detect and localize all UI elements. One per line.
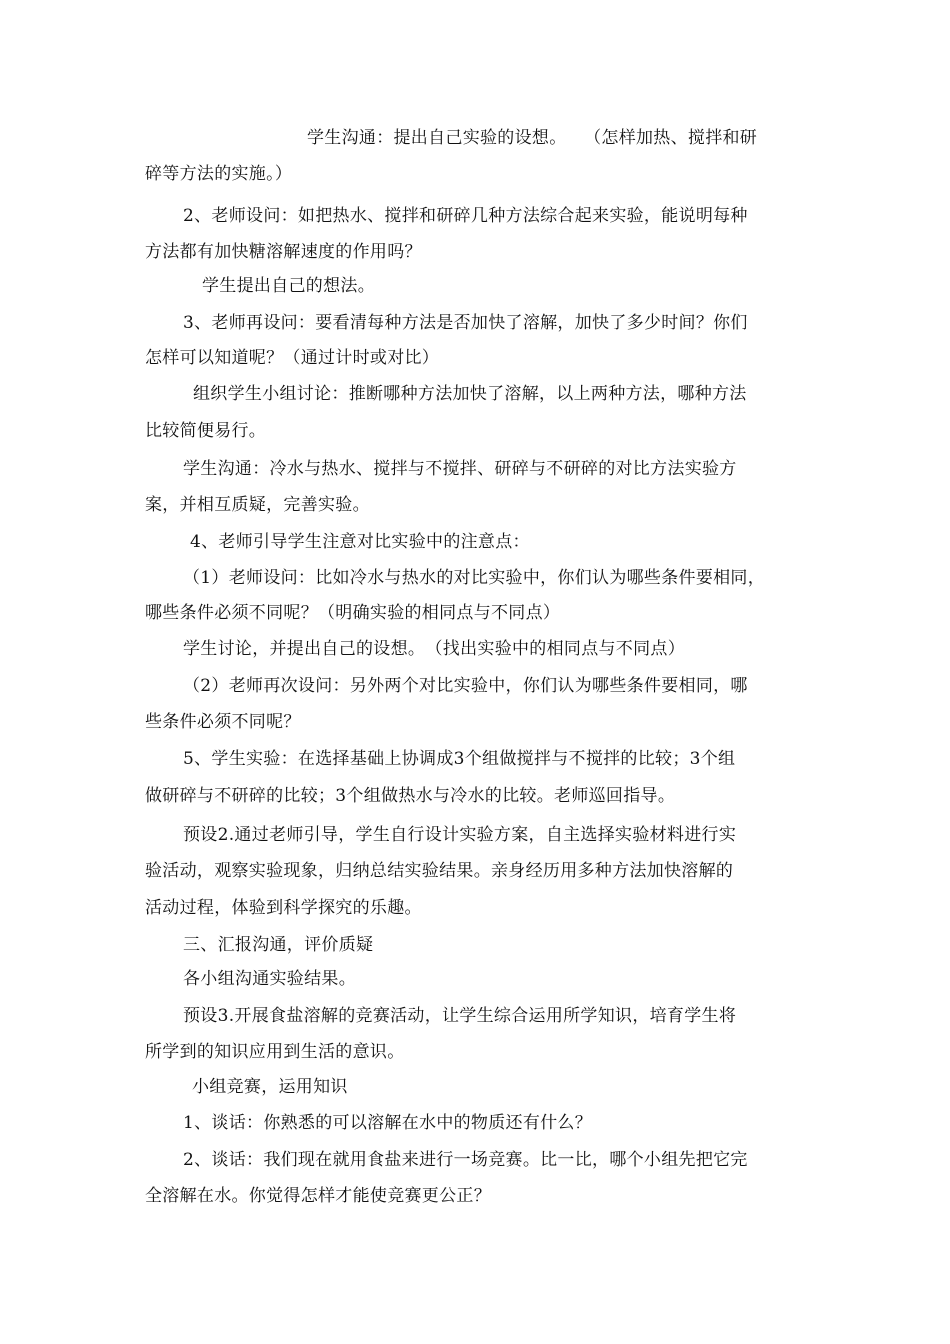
paragraph-line: 4、老师引导学生注意对比实验中的注意点：	[190, 532, 530, 552]
paragraph-line: 活动过程，体验到科学探究的乐趣。	[145, 898, 422, 918]
paragraph-line: 哪些条件必须不同呢？（明确实验的相同点与不同点）	[145, 603, 561, 623]
paragraph-line: 3、老师再设问：要看清每种方法是否加快了溶解，加快了多少时间？你们	[183, 313, 748, 333]
paragraph-line: 2、老师设问：如把热水、搅拌和研碎几种方法综合起来实验，能说明每种	[183, 206, 748, 226]
paragraph-line: 些条件必须不同呢？	[145, 712, 301, 732]
paragraph-line: 各小组沟通实验结果。	[183, 969, 356, 989]
paragraph-line: 1、谈话：你熟悉的可以溶解在水中的物质还有什么？	[183, 1113, 593, 1133]
paragraph-line: 学生讨论，并提出自己的设想。 （找出实验中的相同点与不同点）	[183, 639, 685, 659]
paragraph-line: （2）老师再次设问：另外两个对比实验中，你们认为哪些条件要相同，哪	[183, 676, 748, 696]
paragraph-line: 做研碎与不研碎的比较；3个组做热水与冷水的比较。老师巡回指导。	[145, 786, 676, 806]
paragraph-line: 小组竞赛，运用知识	[192, 1077, 348, 1097]
paragraph-line: 案，并相互质疑，完善实验。	[145, 495, 370, 515]
paragraph-line: 预设3.开展食盐溶解的竞赛活动，让学生综合运用所学知识，培育学生将	[183, 1006, 737, 1026]
paragraph-line: 2、谈话：我们现在就用食盐来进行一场竞赛。比一比，哪个小组先把它完	[183, 1150, 748, 1170]
paragraph-line: 全溶解在水。你觉得怎样才能使竞赛更公正？	[145, 1186, 491, 1206]
paragraph-line: 5、学生实验：在选择基础上协调成3个组做搅拌与不搅拌的比较；3个组	[183, 749, 736, 769]
paragraph-line: 学生沟通：冷水与热水、搅拌与不搅拌、研碎与不研碎的对比方法实验方	[183, 459, 737, 479]
paragraph-line: 所学到的知识应用到生活的意识。	[145, 1042, 405, 1062]
paragraph-line: 比较简便易行。	[145, 421, 267, 441]
paragraph-line: 学生提出自己的想法。	[202, 276, 375, 296]
paragraph-line: 方法都有加快糖溶解速度的作用吗？	[145, 242, 422, 262]
paragraph-line: 碎等方法的实施。）	[145, 164, 293, 184]
paragraph-line: 预设2.通过老师引导，学生自行设计实验方案，自主选择实验材料进行实	[183, 825, 737, 845]
paragraph-line: 怎样可以知道呢？（通过计时或对比）	[145, 348, 440, 368]
section-heading: 三、汇报沟通，评价质疑	[183, 935, 374, 955]
paragraph-line: 组织学生小组讨论：推断哪种方法加快了溶解，以上两种方法，哪种方法	[193, 384, 747, 404]
paragraph-line: 学生沟通：提出自己实验的设想。 （怎样加热、搅拌和研	[307, 128, 758, 148]
paragraph-line: 验活动，观察实验现象，归纳总结实验结果。亲身经历用多种方法加快溶解的	[145, 861, 734, 881]
paragraph-line: （1）老师设问：比如冷水与热水的对比实验中，你们认为哪些条件要相同，	[183, 568, 766, 588]
